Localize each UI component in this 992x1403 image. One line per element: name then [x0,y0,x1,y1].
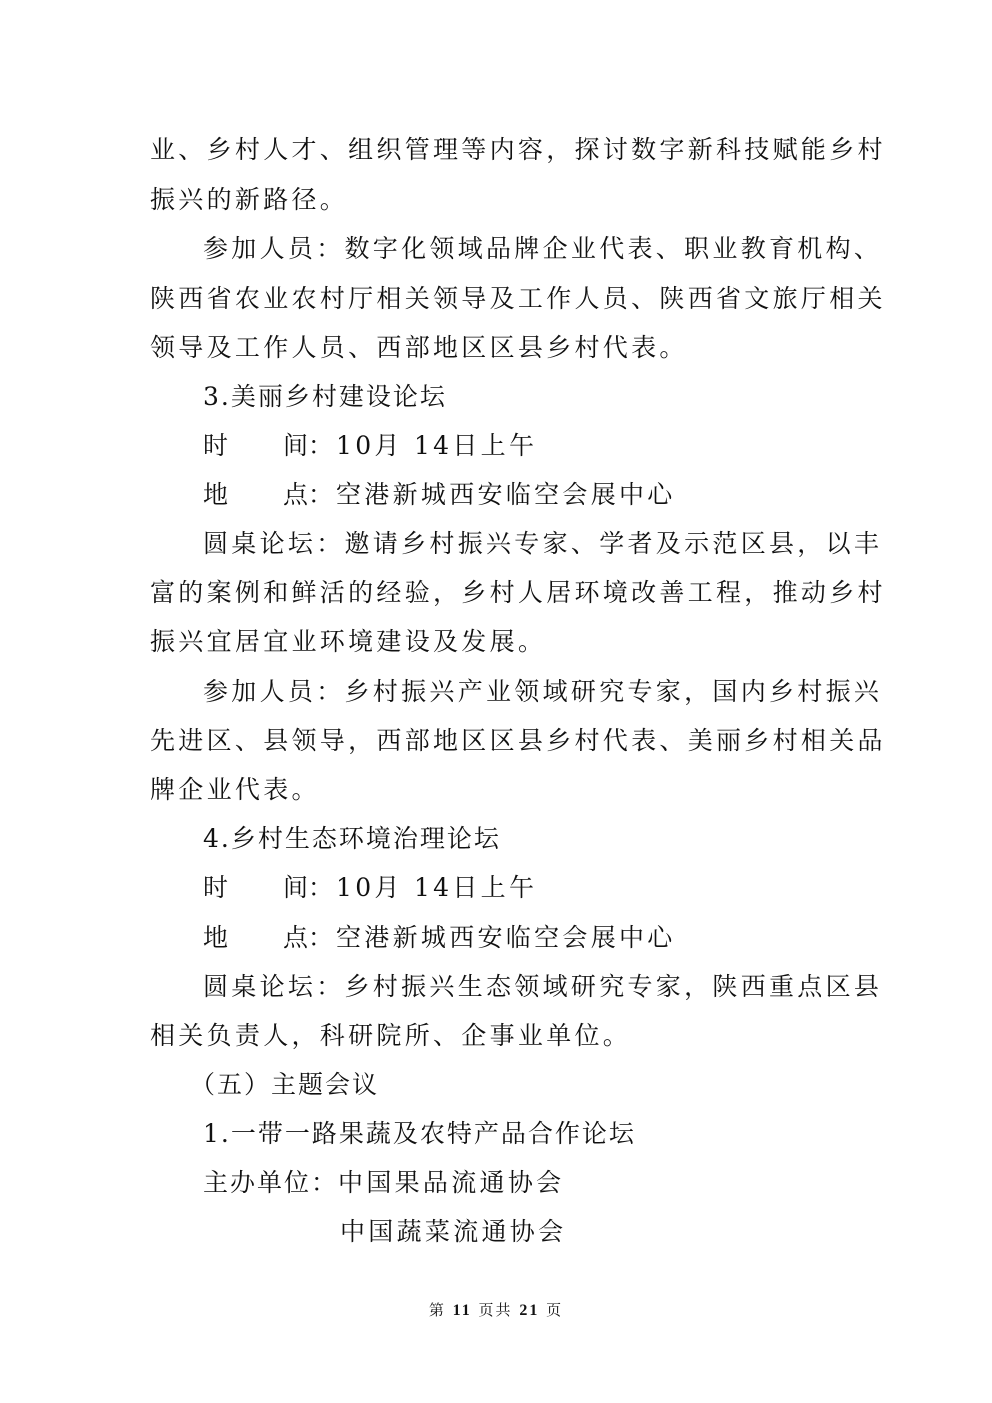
section-heading: （五）主题会议 [190,1070,380,1099]
forum-place: 空港新城西安临空会展中心 [336,923,676,952]
paragraph-line: 圆桌论坛：乡村振兴生态领域研究专家，陕西重点区县 [203,972,883,1001]
paragraph-line: 圆桌论坛：邀请乡村振兴专家、学者及示范区县，以丰 [203,529,883,558]
organizer-label: 主办单位： [203,1168,339,1197]
forum-place-row [203,922,676,954]
paragraph-line: 相关负责人，科研院所、企事业单位。 [150,1021,632,1050]
paragraph-line: 富的案例和鲜活的经验，乡村人居环境改善工程，推动乡村 [150,578,886,607]
total-page-number: 21 [519,1302,540,1319]
footer-suffix: 页 [546,1301,564,1319]
paragraph-line: 参加人员：数字化领域品牌企业代表、职业教育机构、 [203,234,883,263]
paragraph-line: 陕西省农业农村厅相关领导及工作人员、陕西省文旅厅相关 [150,284,886,313]
place-label: 地 点： [203,923,334,952]
meeting-title: 1.一带一路果蔬及农特产品合作论坛 [203,1119,636,1148]
current-page-number: 11 [452,1302,472,1319]
organizer-name: 中国果品流通协会 [338,1168,565,1197]
forum-place: 空港新城西安临空会展中心 [336,480,676,509]
forum-time: 10月 14日上午 [336,873,538,902]
paragraph-line: 牌企业代表。 [150,775,320,804]
organizer-name: 中国蔬菜流通协会 [340,1217,567,1246]
organizer-row [203,1167,564,1199]
time-label: 时 间： [203,431,334,460]
paragraph-line: 先进区、县领导，西部地区区县乡村代表、美丽乡村相关品 [150,726,886,755]
forum-place-row [203,479,676,511]
forum-title: 3.美丽乡村建设论坛 [203,382,447,411]
paragraph-line: 振兴的新路径。 [150,185,349,214]
time-label: 时 间： [203,873,334,902]
forum-time-row [203,872,537,904]
footer-prefix: 第 [428,1301,446,1319]
page-footer [0,1300,992,1321]
footer-mid: 页共 [478,1301,513,1319]
paragraph-line: 领导及工作人员、西部地区区县乡村代表。 [150,333,688,362]
forum-title: 4.乡村生态环境治理论坛 [203,824,501,853]
place-label: 地 点： [203,480,334,509]
forum-time: 10月 14日上午 [336,431,538,460]
forum-time-row [203,430,537,462]
paragraph-line: 业、乡村人才、组织管理等内容，探讨数字新科技赋能乡村 [150,135,886,164]
paragraph-line: 参加人员：乡村振兴产业领域研究专家，国内乡村振兴 [203,677,883,706]
paragraph-line: 振兴宜居宜业环境建设及发展。 [150,627,547,656]
